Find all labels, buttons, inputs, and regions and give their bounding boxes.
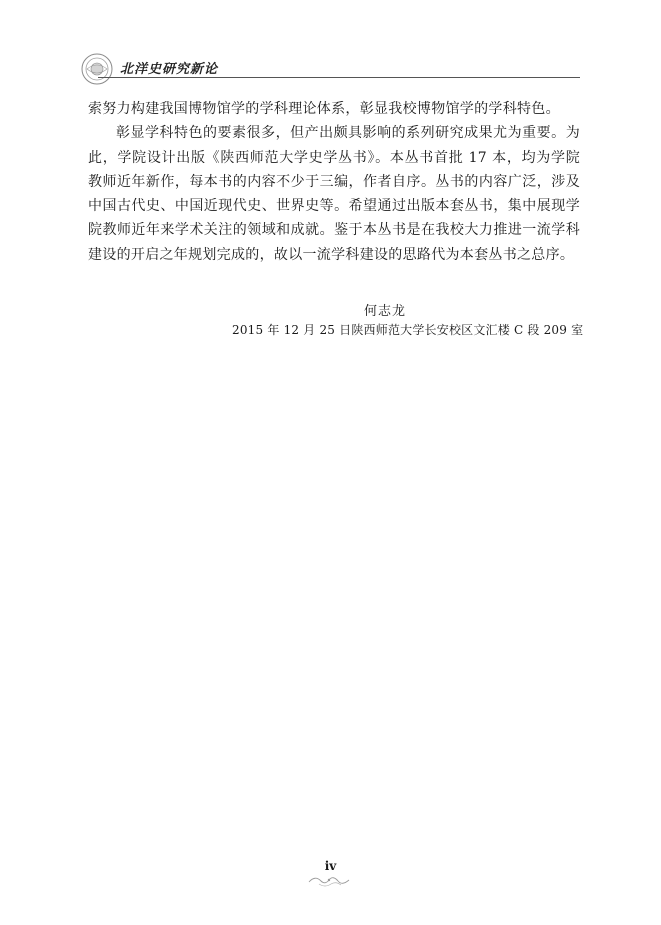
- running-header: [80, 52, 580, 88]
- paragraph: 彰显学科特色的要素很多，但产出颇具影响的系列研究成果尤为重要。为此，学院设计出版《陕西师范大学史学丛书》。本丛书首批 17 本，均为学院教师近年新作，每本书的内容不少于三编，作者自序。丛书的内容广泛，涉及中国古代史、中国近现代史、世界史等。希望通过出版本套丛书，集中展现学院教师近年来学术关注的领域和成就。鉴于本丛书是在我校大力推进一流学科建设的开启之年规划完成的，故以一流学科建设的思路代为本套丛书之总序。: [88, 125, 580, 263]
- cloud-flourish-icon: [305, 872, 355, 890]
- signature-date-place: 2015 年 12 月 25 日陕西师范大学长安校区文汇楼 C 段 209 室: [232, 323, 584, 337]
- paragraph-continued: 索努力构建我国博物馆学的学科理论体系，彰显我校博物馆学的学科特色。: [88, 101, 560, 117]
- circular-seal-icon: [80, 52, 114, 86]
- body-text: [88, 97, 580, 267]
- page-number: iv: [324, 859, 337, 873]
- signature-name: 何志龙: [364, 304, 407, 319]
- running-header-title: 北洋史研究新论: [120, 62, 219, 77]
- header-rule: [98, 77, 580, 78]
